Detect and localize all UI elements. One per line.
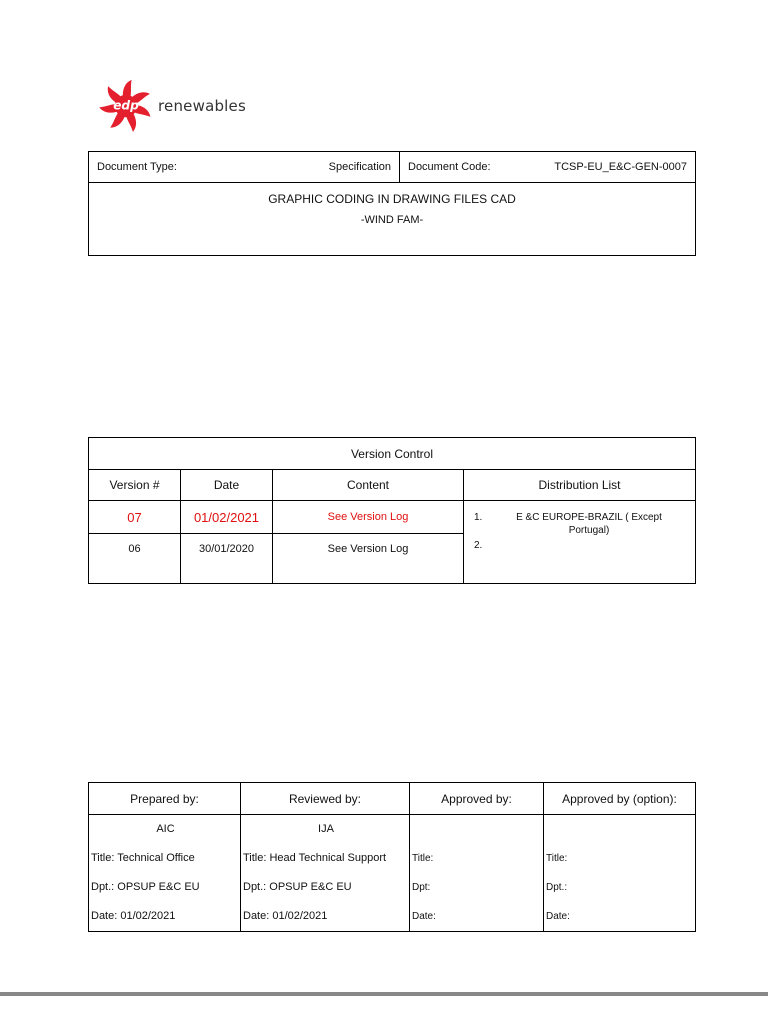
edp-flower-icon [98, 78, 154, 134]
col-version: Version # [89, 470, 181, 501]
approved-title: Title: [412, 853, 434, 864]
row-content: See Version Log [273, 501, 464, 534]
prepared-dpt: Dpt.: OPSUP E&C EU [91, 881, 200, 893]
approved-option-name [544, 815, 695, 844]
list-item: 1. E &C EUROPE-BRAZIL ( Except Portugal) [474, 512, 662, 536]
document-header-table [88, 151, 696, 256]
prepared-name: AIC [156, 823, 175, 835]
approved-dpt: Dpt: [412, 882, 431, 893]
doc-type-label: Document Type: [89, 152, 248, 183]
page-bottom-divider [0, 992, 768, 996]
doc-code-value: TCSP-EU_E&C-GEN-0007 [548, 152, 696, 183]
row-content: See Version Log [273, 534, 464, 584]
approved-option-date: Date: [546, 911, 570, 922]
distribution-list [464, 501, 696, 584]
approval-table [88, 782, 696, 932]
col-date: Date [181, 470, 273, 501]
table-row [89, 501, 696, 534]
prepared-by-cell [89, 815, 241, 932]
version-control-caption: Version Control [89, 438, 696, 470]
row-date: 01/02/2021 [181, 501, 273, 534]
row-version: 06 [89, 534, 181, 584]
doc-code-label: Document Code: [400, 152, 549, 183]
reviewed-date: Date: 01/02/2021 [243, 910, 328, 922]
approved-option-dpt: Dpt.: [546, 882, 568, 893]
prepared-date: Date: 01/02/2021 [91, 910, 176, 922]
document-title: GRAPHIC CODING IN DRAWING FILES CAD [268, 192, 516, 206]
reviewed-title: Title: Head Technical Support [243, 852, 387, 864]
col-prepared-by: Prepared by: [89, 783, 241, 815]
edp-logo [98, 80, 246, 132]
col-distribution: Distribution List [464, 470, 696, 501]
prepared-title: Title: Technical Office [91, 852, 195, 864]
reviewed-name: IJA [318, 823, 334, 835]
col-approved-by-option: Approved by (option): [544, 783, 696, 815]
col-approved-by: Approved by: [410, 783, 544, 815]
document-subtitle: -WIND FAM- [360, 214, 424, 226]
version-control-table [88, 437, 696, 584]
logo-text: renewables [158, 97, 246, 115]
logo-mark: edp [113, 98, 139, 113]
col-content: Content [273, 470, 464, 501]
col-reviewed-by: Reviewed by: [241, 783, 410, 815]
list-item: 2. [474, 540, 483, 551]
reviewed-by-cell [241, 815, 410, 932]
approved-date: Date: [412, 911, 436, 922]
doc-type-value: Specification [247, 152, 400, 183]
row-version: 07 [89, 501, 181, 534]
reviewed-dpt: Dpt.: OPSUP E&C EU [243, 881, 352, 893]
approved-by-cell [410, 815, 544, 932]
row-date: 30/01/2020 [181, 534, 273, 584]
approved-name [410, 815, 543, 844]
approved-option-cell [544, 815, 696, 932]
approved-option-title: Title: [546, 853, 568, 864]
document-title-cell [89, 183, 696, 256]
